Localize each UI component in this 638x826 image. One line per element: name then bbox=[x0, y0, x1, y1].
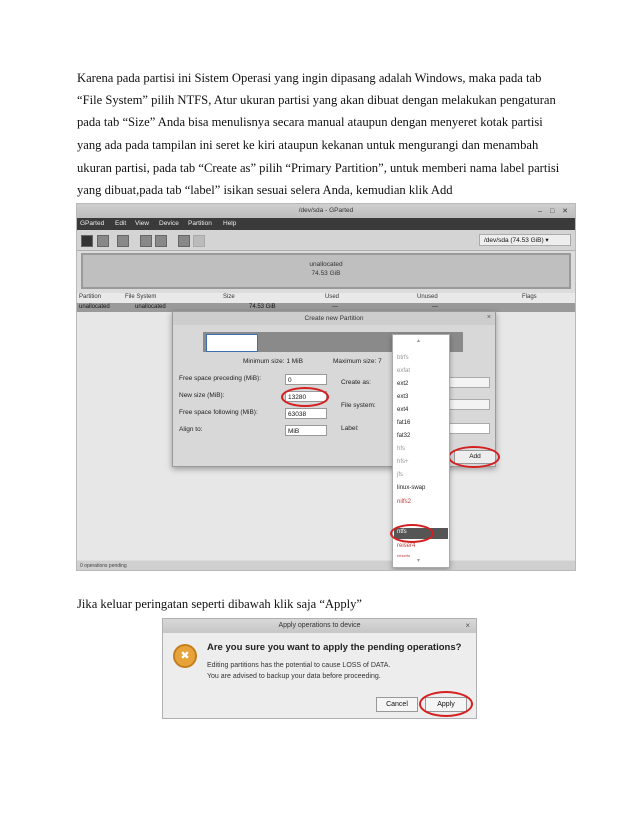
list-item[interactable]: jfs bbox=[397, 472, 403, 478]
scroll-down-icon[interactable]: ▾ bbox=[417, 558, 421, 564]
apply-highlight bbox=[419, 691, 473, 717]
apply-button[interactable]: Apply bbox=[425, 697, 467, 712]
col-size[interactable]: Size bbox=[223, 294, 235, 300]
apply-dialog-title: Apply operations to device bbox=[163, 619, 476, 633]
free-following-label: Free space following (MiB): bbox=[179, 409, 258, 416]
list-item[interactable]: btrfs bbox=[397, 355, 409, 361]
menu-bar bbox=[77, 218, 575, 230]
ntfs-highlight bbox=[390, 524, 434, 543]
list-item[interactable]: reiserfs bbox=[397, 553, 411, 558]
paragraph-line: yang dibuat,pada tab “label” isikan sesuai selera Anda, kemudian klik Add bbox=[77, 183, 453, 197]
max-size-label: Maximum size: 7 bbox=[333, 358, 382, 365]
menu-help[interactable]: Help bbox=[223, 220, 237, 227]
apply-instruction bbox=[77, 597, 567, 615]
list-item[interactable]: ext2 bbox=[397, 381, 409, 387]
new-size-input[interactable]: 13280 bbox=[285, 391, 327, 402]
scroll-up-icon[interactable]: ▴ bbox=[417, 338, 421, 344]
cell-used: --- bbox=[332, 304, 338, 310]
list-item[interactable]: ext4 bbox=[397, 407, 409, 413]
device-selector[interactable]: /dev/sda (74.53 GiB) ▾ bbox=[479, 234, 571, 246]
apply-message-line2: You are advised to backup your data before proceeding. bbox=[207, 673, 381, 680]
delete-icon[interactable] bbox=[97, 235, 109, 247]
window-title: /dev/sda - GParted bbox=[298, 207, 354, 214]
list-item[interactable]: ext3 bbox=[397, 394, 409, 400]
create-as-label: Create as: bbox=[341, 379, 371, 386]
col-used[interactable]: Used bbox=[325, 294, 340, 300]
file-system-dropdown[interactable] bbox=[392, 334, 450, 568]
list-item[interactable]: linux-swap bbox=[397, 485, 426, 491]
close-icon[interactable]: × bbox=[465, 621, 470, 630]
new-size-highlight bbox=[281, 387, 329, 407]
menu-device[interactable]: Device bbox=[159, 220, 179, 227]
menu-view[interactable]: View bbox=[135, 220, 149, 227]
col-unused[interactable]: Unused bbox=[417, 294, 438, 300]
partition-map[interactable] bbox=[81, 253, 571, 289]
list-item[interactable]: exfat bbox=[397, 368, 411, 374]
menu-edit[interactable]: Edit bbox=[115, 220, 127, 227]
apply-question: Are you sure you want to apply the pending operations? bbox=[207, 642, 462, 653]
list-item-ntfs[interactable]: ntfs bbox=[397, 529, 407, 535]
menu-partition[interactable]: Partition bbox=[188, 220, 212, 227]
free-preceding-input[interactable]: 0 bbox=[285, 374, 327, 385]
cell-partition: unallocated bbox=[79, 304, 110, 310]
title-bar bbox=[77, 204, 575, 218]
new-size-label: New size (MiB): bbox=[179, 392, 225, 399]
new-partition-icon[interactable] bbox=[81, 235, 93, 247]
paste-icon[interactable] bbox=[155, 235, 167, 247]
copy-icon[interactable] bbox=[140, 235, 152, 247]
status-text: 0 operations pending bbox=[80, 563, 127, 569]
toolbar bbox=[77, 230, 575, 251]
min-size-label: Minimum size: 1 MiB bbox=[243, 358, 303, 365]
menu-gparted[interactable]: GParted bbox=[80, 220, 105, 227]
col-partition[interactable]: Partition bbox=[79, 294, 102, 300]
align-label: Align to: bbox=[179, 426, 203, 433]
map-label: unallocated bbox=[309, 261, 343, 268]
table-header bbox=[77, 293, 575, 303]
col-file-system[interactable]: File System bbox=[125, 294, 157, 300]
paragraph-line: “File System” pilih NTFS, Atur ukuran partisi yang akan dibuat dengan melakukan pengaturan bbox=[77, 93, 556, 107]
file-system-label: File system: bbox=[341, 402, 376, 409]
list-item[interactable]: fat16 bbox=[397, 420, 411, 426]
cancel-button[interactable]: Cancel bbox=[376, 697, 418, 712]
paragraph-line: Jika keluar peringatan seperti dibawah klik saja “Apply” bbox=[77, 597, 363, 611]
resize-icon[interactable] bbox=[117, 235, 129, 247]
status-bar bbox=[77, 561, 575, 570]
list-item[interactable]: hfs bbox=[397, 446, 406, 452]
dialog-title: Create new Partition bbox=[173, 312, 495, 325]
list-item[interactable]: nilfs2 bbox=[397, 499, 412, 505]
paragraph-line: ukuran partisi, pada tab “Create as” pilih “Primary Partition”, untuk memberi nama label partisi bbox=[77, 161, 560, 175]
align-select[interactable]: MiB bbox=[285, 425, 327, 436]
cell-size: 74.53 GiB bbox=[249, 304, 276, 310]
cell-file-system: unallocated bbox=[135, 304, 166, 310]
apply-check-icon[interactable] bbox=[193, 235, 205, 247]
undo-icon[interactable] bbox=[178, 235, 190, 247]
apply-dialog-screenshot bbox=[162, 618, 477, 719]
map-size: 74.53 GiB bbox=[311, 270, 341, 277]
label-label: Label: bbox=[341, 425, 359, 432]
warning-icon bbox=[173, 644, 197, 668]
close-icon[interactable]: × bbox=[486, 314, 491, 321]
window-controls[interactable]: – □ ✕ bbox=[538, 208, 571, 215]
resize-handle[interactable] bbox=[206, 334, 258, 352]
paragraph-line: Karena pada partisi ini Sistem Operasi yang ingin dipasang adalah Windows, maka pada tab bbox=[77, 71, 542, 85]
list-item[interactable]: fat32 bbox=[397, 433, 411, 439]
free-following-input[interactable]: 63038 bbox=[285, 408, 327, 419]
list-item[interactable]: hfs+ bbox=[397, 459, 409, 465]
add-button[interactable]: Add bbox=[454, 450, 496, 464]
col-flags[interactable]: Flags bbox=[522, 294, 537, 300]
add-button-highlight bbox=[448, 446, 500, 468]
apply-message-line1: Editing partitions has the potential to cause LOSS of DATA. bbox=[207, 662, 391, 669]
paragraph-line: yang ada pada tampilan ini seret ke kiri ataupun kekanan untuk mengurangi dan menambah bbox=[77, 138, 539, 152]
instruction-paragraph bbox=[77, 71, 567, 201]
free-preceding-label: Free space preceding (MiB): bbox=[179, 375, 262, 382]
paragraph-line: pada tab “Size” Anda bisa menulisnya secara manual ataupun dengan menyeret kotak partisi bbox=[77, 115, 543, 129]
cell-unused: --- bbox=[432, 304, 438, 310]
list-item[interactable]: reiser4 bbox=[397, 543, 416, 549]
gparted-screenshot bbox=[76, 203, 576, 571]
